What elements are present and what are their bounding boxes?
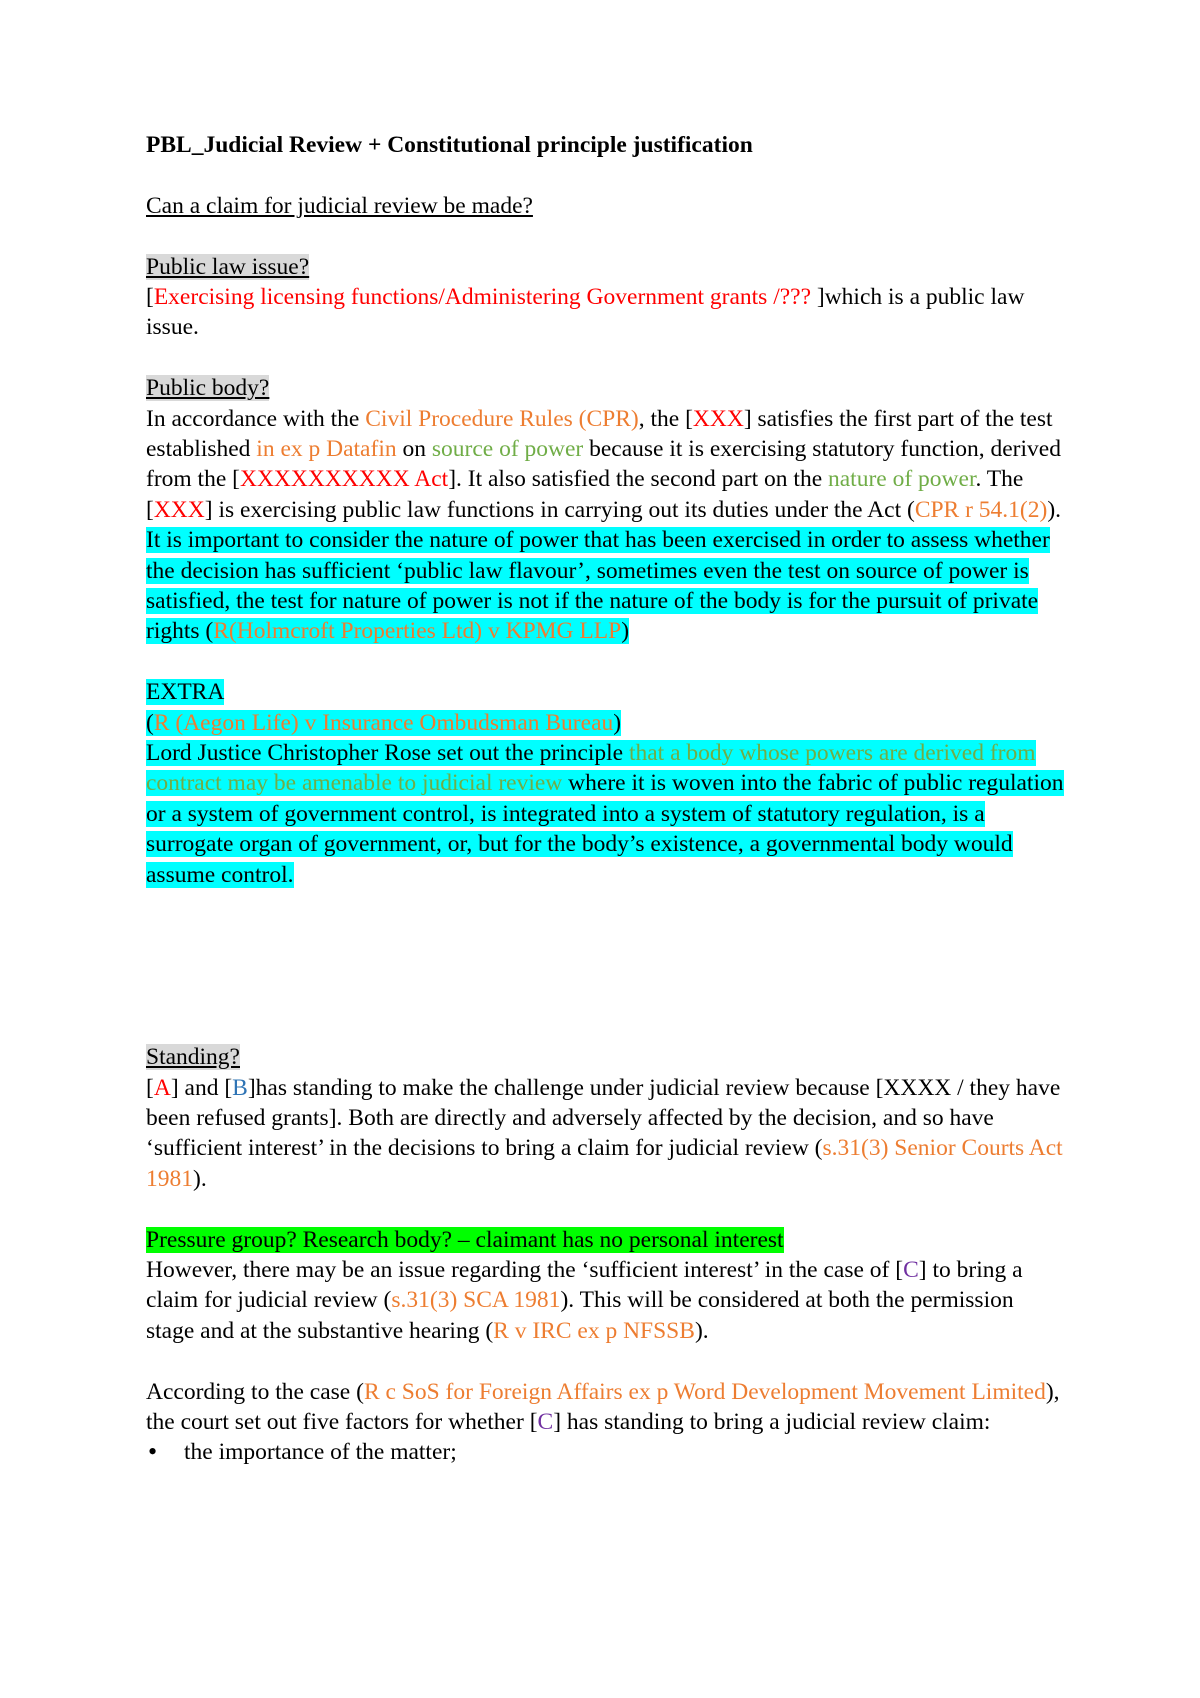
party-a: A [153, 1074, 171, 1101]
section-wdm [146, 1377, 1066, 1468]
highlighted-note: It is important to consider the nature of power that has been exercised in order to assess whether the decision has sufficient ‘public law flavour’, sometimes even the test on source of power is satisfied, the test for nature of power is not if the nature of the body is for the pursuit of private rights ( [146, 527, 1050, 645]
placeholder-xxx: XXX [692, 405, 744, 432]
extra-paragraph: Lord Justice Christopher Rose set out the principle that a body whose powers are derived from contract may be amenable to judicial review where it is woven into the fabric of public regulation or a system of government control, is integrated into a system of statutory regulation, is a surrogate organ of government, or, but for the body’s existence, a governmental body would assume control. [146, 740, 1064, 888]
wdm-case: R c SoS for Foreign Affairs ex p Word Development Movement Limited [363, 1378, 1046, 1405]
nfssb-case: R v IRC ex p NFSSB [493, 1317, 695, 1344]
question-heading [146, 191, 1066, 221]
datafin-reference: in ex p Datafin [256, 436, 397, 463]
section-extra: EXTRA (R (Aegon Life) v Insurance Ombudsman Bureau) Lord Justice Christopher Rose set out the principle that a body whose powers are derived from contract may be amenable to judicial review where it is woven into the fabric of public regulation or a system of government control, is integrated into a system of statutory regulation, is a surrogate organ of government, or, but for the body’s existence, a governmental body would assume control. [146, 677, 1066, 890]
section-pressure-group [146, 1225, 1066, 1347]
extra-heading: EXTRA [146, 679, 225, 706]
party-c: C [903, 1256, 919, 1283]
cpr-rule-reference: CPR r 54.1(2) [914, 496, 1048, 523]
party-b: B [232, 1074, 248, 1101]
sca-reference: s.31(3) Senior Courts Act 1981 [146, 1135, 1063, 1192]
pressure-group-heading: Pressure group? Research body? – claimant has no personal interest [146, 1226, 784, 1253]
party-c: C [537, 1408, 554, 1435]
nature-of-power-term: nature of power [828, 466, 976, 493]
section-public-body [146, 373, 1066, 647]
factors-list [146, 1437, 1066, 1467]
contract-principle: that a body whose powers are derived from contract may be amenable to judicial review [146, 740, 1036, 797]
public-law-paragraph: [Exercising licensing functions/Administering Government grants /??? ]which is a public law issue. [146, 284, 1025, 341]
placeholder-act: XXXXXXXXXX Act [239, 466, 449, 493]
pressure-group-paragraph: However, there may be an issue regarding the ‘sufficient interest’ in the case of [C] to bring a claim for judicial review (s.31(3) SCA 1981). This will be considered at both the permission stage and at the substantive hearing (R v IRC ex p NFSSB). [146, 1256, 1023, 1344]
cpr-reference: Civil Procedure Rules (CPR) [365, 405, 639, 432]
wdm-paragraph: According to the case (R c SoS for Foreign Affairs ex p Word Development Movement Limited), the court set out five factors for whether [C] has standing to bring a judicial review claim: [146, 1378, 1060, 1435]
document-title: PBL_Judicial Review + Constitutional principle justification [146, 132, 753, 158]
list-item: • the importance of the matter; [184, 1437, 1066, 1467]
placeholder-xxx: XXX [153, 496, 205, 523]
source-of-power-term: source of power [431, 436, 584, 463]
document-page [146, 130, 1066, 1468]
holmcroft-case: R(Holmcroft Properties Ltd) v KPMG LLP [213, 618, 622, 645]
standing-paragraph: [A] and [B]has standing to make the challenge under judicial review because [XXXX / they have been refused grants]. Both are directly and adversely affected by the decision, and so have ‘sufficient interest’ in the decisions to bring a claim for judicial review (s.31(3) Senior Courts Act 1981). [146, 1074, 1063, 1192]
question-text: Can a claim for judicial review be made? [146, 192, 533, 219]
public-body-heading: Public body? [146, 375, 270, 402]
public-law-heading: Public law issue? [146, 253, 310, 280]
section-standing [146, 1042, 1066, 1194]
sca-reference: s.31(3) SCA 1981 [391, 1287, 561, 1314]
section-public-law [146, 252, 1066, 343]
standing-heading: Standing? [146, 1044, 240, 1071]
public-law-placeholder: Exercising licensing functions/Administering Government grants /??? [153, 284, 812, 310]
aegon-case: R (Aegon Life) v Insurance Ombudsman Bureau [153, 709, 614, 736]
public-body-paragraph: In accordance with the Civil Procedure Rules (CPR), the [XXX] satisfies the first part of the test established in ex p Datafin on source of power because it is exercising statutory function, derived from the [XXXXXXXXXX Act]. It also satisfied the second part on the nature of power. The [XXX] is exercising public law functions in carrying out its duties under the Act (CPR r 54.1(2)). It is important to consider the nature of power that has been exercised in order to assess whether the decision has sufficient ‘public law flavour’, sometimes even the test on source of power is satisfied, the test for nature of power is not if the nature of the body is for the pursuit of private rights (R(Holmcroft Properties Ltd) v KPMG LLP) [146, 405, 1062, 645]
